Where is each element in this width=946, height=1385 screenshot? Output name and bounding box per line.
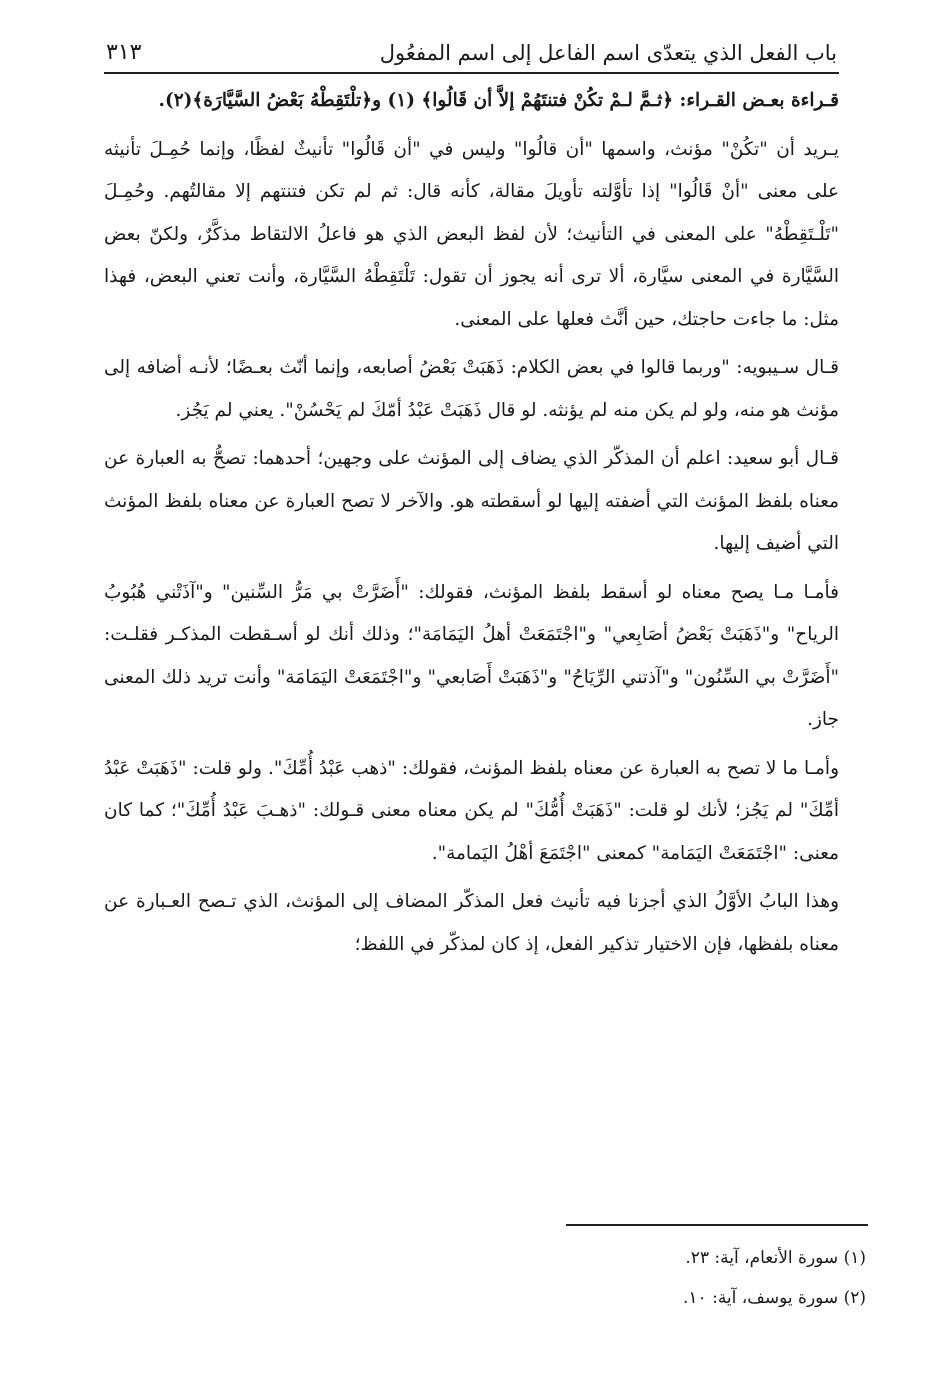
- sibawayh-quote-text: قـال سـيبويه: "وربما قالوا في بعض الكلام: ذَهَبَتْ بَعْضُ أصابعه، وإنما أنّث بعـضًا؛ لأنـه أضافه إلى مؤنث هو منه، ولو لم يكن منه لم يؤنثه. لو قال ذَهَبَتْ عَبْدُ أمّكَ لم يَحْسُنْ". يعني لم يَجُز.: [104, 357, 839, 421]
- quranic-reading-text: قـراءة بعـض القـراء: ﴿ثـمَّ لـمْ تكُنْ فتنتَهُمْ إلاَّ أن قَالُوا﴾ (١) و﴿تلْتَقِطْهُ بَعْضُ السَّيَّارَة﴾(٢).: [158, 90, 839, 111]
- paragraph-5-text: فأمـا مـا يصح معناه لو أسقط بلفظ المؤنث، فقولك: "أَضَرَّتْ بي مَرُّ السِّنين" و"آذَتْني هُبُوبُ الرياح" و"ذَهَبَتْ بَعْضُ أصَابِعي" و"اجْتَمَعَتْ أهلُ اليَمَامَة"؛ وذلك أنك لو أسـقطت المذكـر فقلـت: "أَضَرَّتْ بي السِّنُون" و"آذتني الرِّيَاحُ" و"ذَهَبَتْ أَصَابعي" و"اجْتَمَعَتْ اليَمَامَة" وأنت تريد ذلك المعنى جاز.: [104, 581, 839, 730]
- footnote-divider: [566, 1224, 868, 1226]
- paragraph-3: [104, 347, 839, 432]
- paragraph-5: [104, 572, 839, 742]
- page-number: ٣١٣: [106, 40, 142, 65]
- footnote-2: (٢) سورة يوسف، آية: ١٠.: [683, 1288, 866, 1308]
- book-page: [104, 36, 839, 972]
- running-header: [104, 36, 839, 74]
- paragraph-1: [104, 80, 839, 123]
- paragraph-7-text: وهذا البابُ الأوَّلُ الذي أجزنا فيه تأنيث فعل المذكّر المضاف إلى المؤنث، الذي تـصح العـبارة عن معناه بلفظها، فإن الاختيار تذكير الفعل، إذ كان لمذكّر في اللفظ؛: [104, 891, 839, 955]
- body-text: [104, 80, 839, 966]
- footnotes: [366, 1238, 866, 1318]
- paragraph-7: [104, 881, 839, 966]
- paragraph-6: [104, 748, 839, 876]
- footnote-1: (١) سورة الأنعام، آية: ٢٣.: [685, 1248, 866, 1268]
- paragraph-4: [104, 438, 839, 566]
- abu-said-text: قـال أبو سعيد: اعلم أن المذكّر الذي يضاف إلى المؤنث على وجهين؛ أحدهما: تصحُّ به العبارة عن معناه بلفظ المؤنث التي أضفته إليها لو أسقطته هو. والآخر لا تصح العبارة عن معناه بلفظ المؤنث التي أضيف إليها.: [104, 448, 839, 554]
- paragraph-2: [104, 129, 839, 342]
- chapter-title: باب الفعل الذي يتعدّى اسم الفاعل إلى اسم المفعُول: [379, 41, 837, 65]
- paragraph-2-text: يـريد أن "تكُنْ" مؤنث، واسمها "أن قالُوا" وليس في "أن قَالُوا" تأنيثٌ لفظًا، وإنما حُمِـلَ تأنيثه على معنى "أنْ قَالُوا" إذا تأوَّلته تأويلَ مقالة، كأنه قال: ثم لم تكن فتنتهم إلا مقالتُهم. وحُمِـلَ "تَلْـتَقِطْهُ" على المعنى في التأنيث؛ لأن لفظ البعض الذي هو فاعلُ الالتقاط مذكَّرٌ، ولكنّ بعض السَّيَّارة في المعنى سيَّارة، ألا ترى أنه يجوز أن تقول: تَلْتَقِطْهُ السَّيَّارة، وأنت تعني البعض، فهذا مثل: ما جاءت حاجتك، حين أنَّث فعلها على المعنى.: [104, 138, 839, 330]
- paragraph-6-text: وأمـا ما لا تصح به العبارة عن معناه بلفظ المؤنث، فقولك: "ذهب عَبْدُ أُمِّكَ". ولو قلت: "ذَهَبَتْ عَبْدُ أمِّكَ" لم يَجُز؛ لأنك لو قلت: "ذَهَبَتْ أُمُّكَ" لم يكن معناه معنى قـولك: "ذهـبَ عَبْدُ أُمِّكَ"؛ كما كان معنى: "اجْتَمَعَتْ اليَمَامة" كمعنى "اجْتَمَعَ أهْلُ اليَمامة".: [104, 757, 839, 864]
